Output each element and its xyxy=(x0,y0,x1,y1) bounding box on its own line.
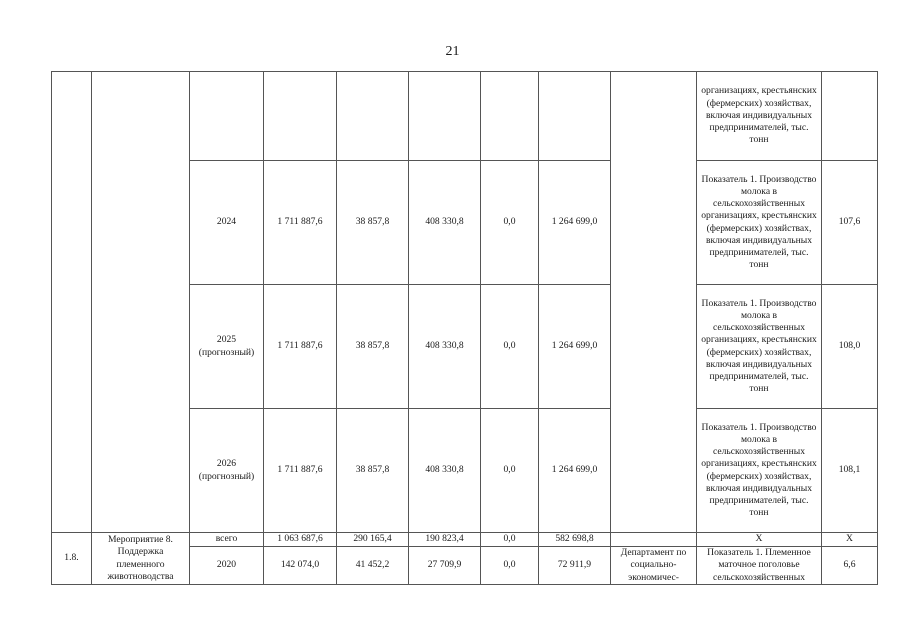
indicator-cell: Показатель 1. Производство молока в сельскохозяйственных организациях, крестьянских (фермерских) хозяйствах, включая индивидуальных предпринимателей, тыс. тонн xyxy=(697,285,822,409)
other-cell: 582 698,8 xyxy=(539,533,611,547)
other-cell: 1 264 699,0 xyxy=(539,285,611,409)
regional-cell: 408 330,8 xyxy=(409,285,481,409)
local-cell xyxy=(481,72,539,161)
table-row xyxy=(52,72,878,161)
total-cell xyxy=(264,72,337,161)
department-cell: Департамент по социально-экономичес- xyxy=(611,547,697,585)
indicator-cell: Х xyxy=(697,533,822,547)
regional-cell xyxy=(409,72,481,161)
table-row xyxy=(52,533,878,547)
total-cell: 142 074,0 xyxy=(264,547,337,585)
total-cell: 1 063 687,6 xyxy=(264,533,337,547)
total-cell: 1 711 887,6 xyxy=(264,409,337,533)
department-cell xyxy=(611,533,697,547)
other-cell: 1 264 699,0 xyxy=(539,409,611,533)
federal-cell xyxy=(337,72,409,161)
federal-cell: 38 857,8 xyxy=(337,409,409,533)
local-cell: 0,0 xyxy=(481,533,539,547)
indicator-cell: Показатель 1. Племенное маточное поголовье сельскохозяйственных xyxy=(697,547,822,585)
measure-name-cell: Мероприятие 8. Поддержка племенного животноводства xyxy=(92,533,190,585)
row-number-cell: 1.8. xyxy=(52,533,92,585)
indicator-value-cell: 108,0 xyxy=(822,285,878,409)
year-cell: 2026 (прогнозный) xyxy=(190,409,264,533)
program-table xyxy=(51,71,878,585)
indicator-value-cell: 107,6 xyxy=(822,161,878,285)
local-cell: 0,0 xyxy=(481,285,539,409)
indicator-value-cell: 108,1 xyxy=(822,409,878,533)
indicator-cell: Показатель 1. Производство молока в сельскохозяйственных организациях, крестьянских (фермерских) хозяйствах, включая индивидуальных предпринимателей, тыс. тонн xyxy=(697,409,822,533)
federal-cell: 41 452,2 xyxy=(337,547,409,585)
year-cell: 2020 xyxy=(190,547,264,585)
other-cell xyxy=(539,72,611,161)
other-cell: 1 264 699,0 xyxy=(539,161,611,285)
total-cell: 1 711 887,6 xyxy=(264,285,337,409)
page-number: 21 xyxy=(445,44,460,59)
year-cell xyxy=(190,72,264,161)
year-cell: всего xyxy=(190,533,264,547)
row-number-cell xyxy=(52,72,92,533)
local-cell: 0,0 xyxy=(481,409,539,533)
year-cell: 2025 (прогнозный) xyxy=(190,285,264,409)
indicator-cell: Показатель 1. Производство молока в сельскохозяйственных организациях, крестьянских (фермерских) хозяйствах, включая индивидуальных предпринимателей, тыс. тонн xyxy=(697,161,822,285)
regional-cell: 408 330,8 xyxy=(409,161,481,285)
regional-cell: 27 709,9 xyxy=(409,547,481,585)
regional-cell: 190 823,4 xyxy=(409,533,481,547)
other-cell: 72 911,9 xyxy=(539,547,611,585)
total-cell: 1 711 887,6 xyxy=(264,161,337,285)
federal-cell: 290 165,4 xyxy=(337,533,409,547)
indicator-cell: организациях, крестьянских (фермерских) хозяйствах, включая индивидуальных предпринимателей, тыс. тонн xyxy=(697,72,822,161)
year-cell: 2024 xyxy=(190,161,264,285)
measure-name-cell xyxy=(92,72,190,533)
indicator-value-cell: 6,6 xyxy=(822,547,878,585)
department-cell xyxy=(611,72,697,533)
federal-cell: 38 857,8 xyxy=(337,285,409,409)
local-cell: 0,0 xyxy=(481,547,539,585)
local-cell: 0,0 xyxy=(481,161,539,285)
regional-cell: 408 330,8 xyxy=(409,409,481,533)
federal-cell: 38 857,8 xyxy=(337,161,409,285)
indicator-value-cell xyxy=(822,72,878,161)
indicator-value-cell: Х xyxy=(822,533,878,547)
